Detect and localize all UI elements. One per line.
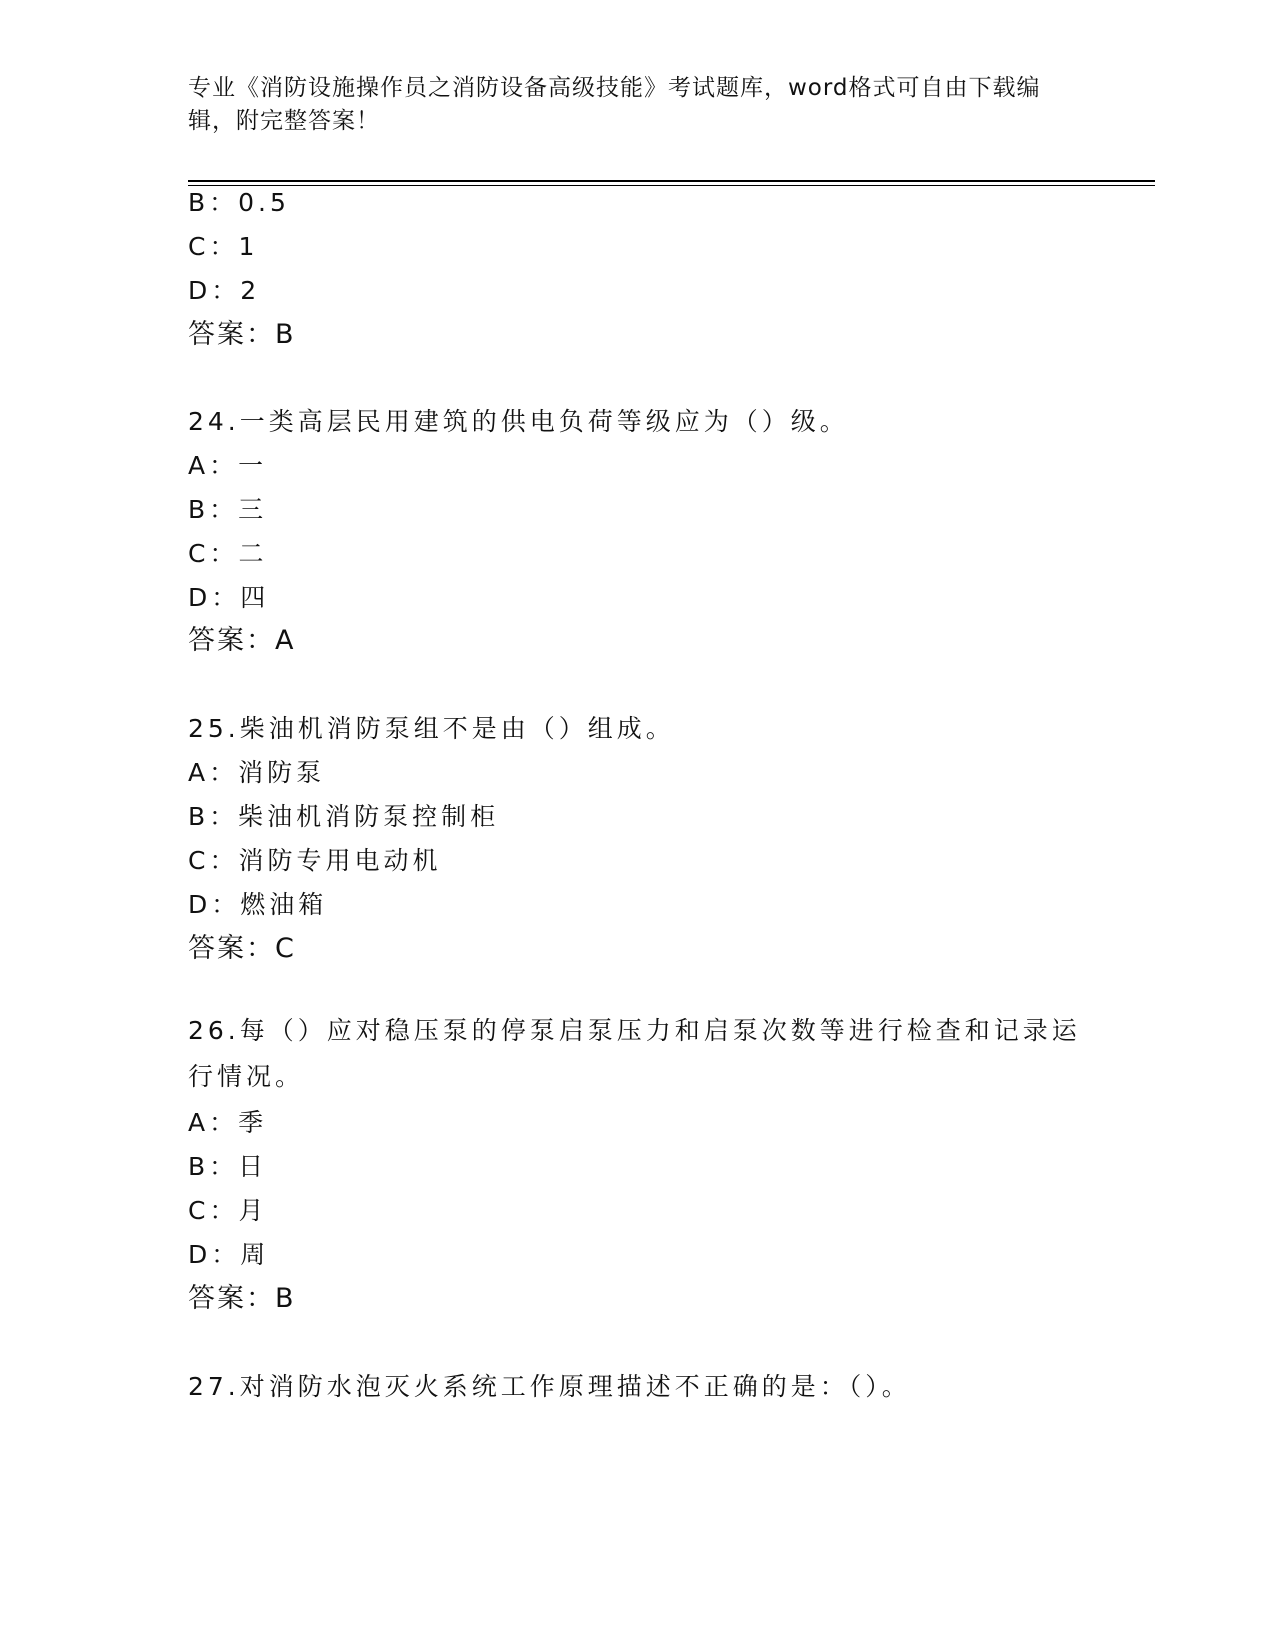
option-c: C：消防专用电动机 [188, 846, 442, 875]
answer-line: 答案：A [188, 625, 296, 656]
header-divider-thin [188, 185, 1155, 186]
question-stem: 26.每（）应对稳压泵的停泵启泵压力和启泵次数等进行检查和记录运行情况。 [188, 1016, 1081, 1091]
option-b: B：0.5 [188, 188, 290, 217]
option-d: D：周 [188, 1240, 270, 1269]
option-c: C：二 [188, 539, 268, 568]
option-d: D：四 [188, 583, 270, 612]
option-d: D：2 [188, 276, 261, 305]
option-b: B：柴油机消防泵控制柜 [188, 802, 500, 831]
answer-line: 答案：B [188, 319, 296, 350]
answer-line: 答案：B [188, 1283, 296, 1314]
question-stem: 24.一类高层民用建筑的供电负荷等级应为（）级。 [188, 407, 849, 436]
question-stem: 25.柴油机消防泵组不是由（）组成。 [188, 714, 675, 743]
option-d: D：燃油箱 [188, 890, 328, 919]
document-header: 专业《消防设施操作员之消防设备高级技能》考试题库，word格式可自由下载编辑，附完整答案！ [188, 75, 1041, 134]
option-a: A：消防泵 [188, 758, 326, 787]
option-b: B：三 [188, 495, 268, 524]
option-c: C：月 [188, 1196, 268, 1225]
option-c: C：1 [188, 232, 259, 261]
option-b: B：日 [188, 1152, 268, 1181]
option-a: A：季 [188, 1108, 268, 1137]
answer-line: 答案：C [188, 933, 296, 964]
header-divider-thick [188, 180, 1155, 182]
question-stem: 27.对消防水泡灭火系统工作原理描述不正确的是：（）。 [188, 1372, 911, 1401]
option-a: A：一 [188, 451, 268, 480]
